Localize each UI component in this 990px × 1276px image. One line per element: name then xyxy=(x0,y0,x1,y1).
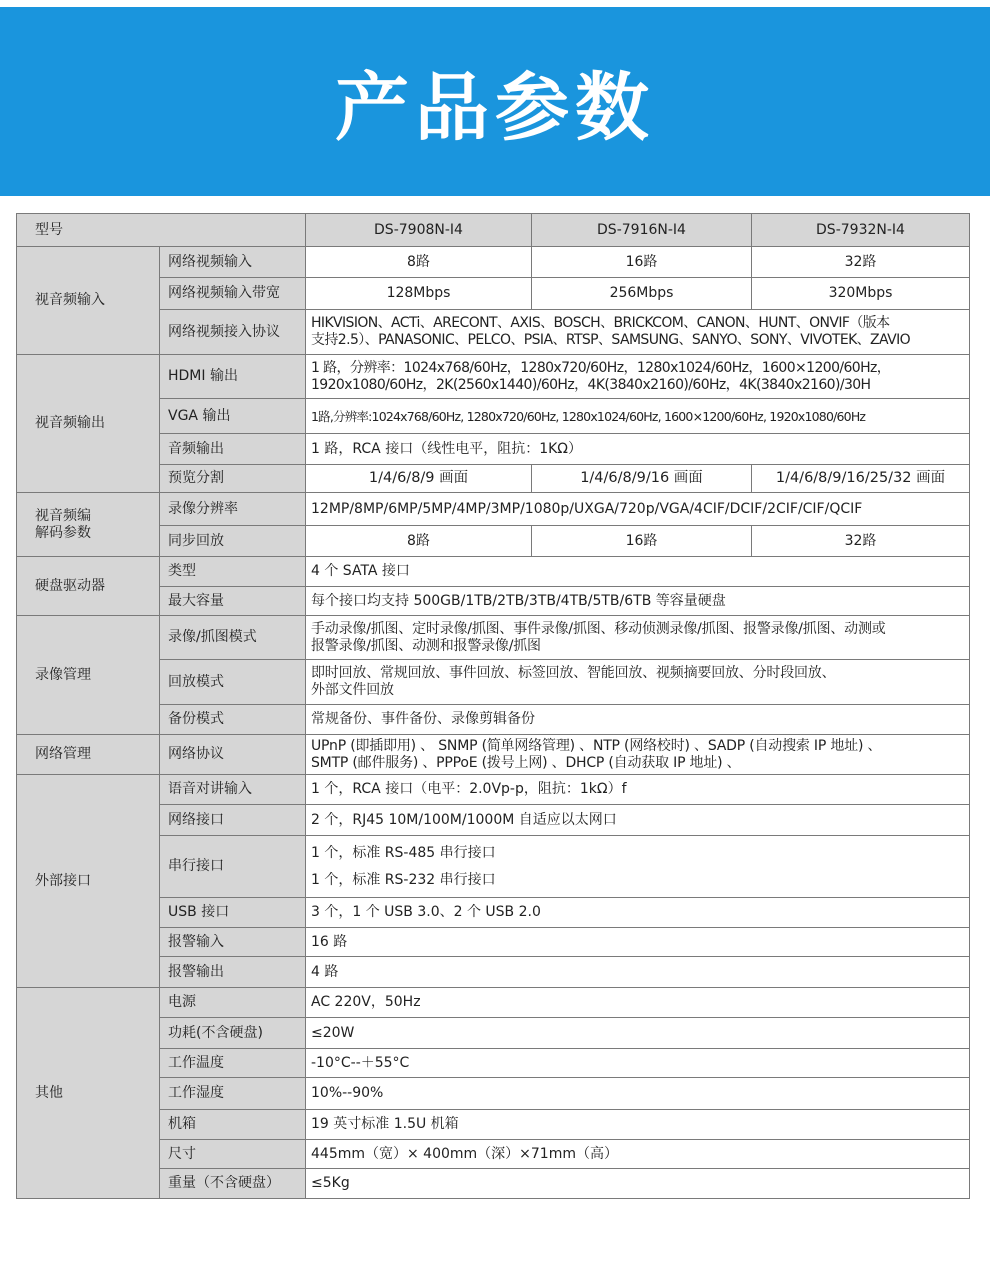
table-row xyxy=(17,735,970,775)
table-row xyxy=(17,957,970,988)
category-other: 其他 xyxy=(17,988,160,1199)
model-2: DS-7916N-I4 xyxy=(532,214,752,247)
table-row xyxy=(17,988,970,1018)
table-row xyxy=(17,214,970,247)
category-external: 外部接口 xyxy=(17,775,160,988)
cell-value: 4 路 xyxy=(306,957,970,988)
row-label: 类型 xyxy=(160,557,306,587)
row-label: 音频输出 xyxy=(160,434,306,465)
table-row xyxy=(17,775,970,805)
table-row xyxy=(17,399,970,434)
table-row xyxy=(17,928,970,957)
table-row xyxy=(17,587,970,616)
cell-value: 16 路 xyxy=(306,928,970,957)
record-mode-line-2: 报警录像/抓图、动测和报警录像/抓图 xyxy=(311,637,541,654)
cell-value xyxy=(306,310,970,355)
page-title: 产品参数 xyxy=(335,64,655,151)
row-label: 网络视频接入协议 xyxy=(160,310,306,355)
cell-value: 1/4/6/8/9/16 画面 xyxy=(532,465,752,493)
table-row xyxy=(17,310,970,355)
model-1: DS-7908N-I4 xyxy=(306,214,532,247)
category-video-out: 视音频输出 xyxy=(17,355,160,493)
table-row xyxy=(17,836,970,898)
row-label: 重量（不含硬盘） xyxy=(160,1169,306,1199)
cell-value: 1 路，RCA 接口（线性电平，阻抗：1KΩ） xyxy=(306,434,970,465)
cell-value: 19 英寸标准 1.5U 机箱 xyxy=(306,1110,970,1140)
cell-value: 16路 xyxy=(532,247,752,278)
row-label: 网络协议 xyxy=(160,735,306,775)
cell-value: 32路 xyxy=(752,526,970,557)
cell-value: 常规备份、事件备份、录像剪辑备份 xyxy=(306,705,970,735)
row-label: VGA 输出 xyxy=(160,399,306,434)
table-row xyxy=(17,355,970,399)
cell-value: 3 个，1 个 USB 3.0、2 个 USB 2.0 xyxy=(306,898,970,928)
cell-value: -10°C--＋55°C xyxy=(306,1049,970,1078)
record-mode-line-1: 手动录像/抓图、定时录像/抓图、事件录像/抓图、移动侦测录像/抓图、报警录像/抓图、动测或 xyxy=(311,620,886,637)
cell-value: ≤5Kg xyxy=(306,1169,970,1199)
table-row xyxy=(17,493,970,526)
table-row xyxy=(17,465,970,493)
cell-value: 445mm（宽）× 400mm（深）×71mm（高） xyxy=(306,1140,970,1169)
model-label: 型号 xyxy=(17,214,306,247)
cell-value: 8路 xyxy=(306,247,532,278)
category-codec xyxy=(17,493,160,557)
row-label: 报警输入 xyxy=(160,928,306,957)
cell-value: 每个接口均支持 500GB/1TB/2TB/3TB/4TB/5TB/6TB 等容量硬盘 xyxy=(306,587,970,616)
table-row xyxy=(17,1110,970,1140)
row-label: 最大容量 xyxy=(160,587,306,616)
table-row xyxy=(17,1018,970,1049)
cell-value: 1 个，RCA 接口（电平：2.0Vp-p，阻抗：1kΩ）f xyxy=(306,775,970,805)
row-label: 网络接口 xyxy=(160,805,306,836)
cell-value: 1路,分辨率:1024x768/60Hz, 1280x720/60Hz, 1280x1024/60Hz, 1600×1200/60Hz, 1920x1080/60Hz xyxy=(306,399,970,434)
cell-value: 128Mbps xyxy=(306,278,532,310)
playback-line-2: 外部文件回放 xyxy=(311,682,394,698)
table-row xyxy=(17,1140,970,1169)
cell-value: 12MP/8MP/6MP/5MP/4MP/3MP/1080p/UXGA/720p/VGA/4CIF/DCIF/2CIF/CIF/QCIF xyxy=(306,493,970,526)
row-label: HDMI 输出 xyxy=(160,355,306,399)
row-label: USB 接口 xyxy=(160,898,306,928)
cell-value: 16路 xyxy=(532,526,752,557)
row-label: 回放模式 xyxy=(160,660,306,705)
table-row xyxy=(17,660,970,705)
row-label: 备份模式 xyxy=(160,705,306,735)
table-row xyxy=(17,616,970,660)
row-label: 语音对讲输入 xyxy=(160,775,306,805)
row-label: 报警输出 xyxy=(160,957,306,988)
row-label: 网络视频输入带宽 xyxy=(160,278,306,310)
table-row xyxy=(17,557,970,587)
cell-value xyxy=(306,616,970,660)
serial-line-2: 1 个，标准 RS-232 串行接口 xyxy=(311,871,496,888)
cell-value: 2 个，RJ45 10M/100M/1000M 自适应以太网口 xyxy=(306,805,970,836)
cell-value: 10%--90% xyxy=(306,1078,970,1110)
row-label: 网络视频输入 xyxy=(160,247,306,278)
table-row xyxy=(17,247,970,278)
category-record: 录像管理 xyxy=(17,616,160,735)
row-label: 机箱 xyxy=(160,1110,306,1140)
net-protocol-line-2: SMTP (邮件服务) 、PPPoE (拨号上网) 、DHCP (自动获取 IP 地址) 、 xyxy=(311,754,741,771)
hdmi-line-2: 1920x1080/60Hz，2K(2560x1440)/60Hz，4K(3840x2160)/60Hz，4K(3840x2160)/30H xyxy=(311,376,871,393)
row-label: 工作湿度 xyxy=(160,1078,306,1110)
serial-line-1: 1 个，标准 RS-485 串行接口 xyxy=(311,844,496,861)
row-label: 功耗(不含硬盘) xyxy=(160,1018,306,1049)
category-codec-line-2: 解码参数 xyxy=(35,524,91,541)
table-row xyxy=(17,1049,970,1078)
cell-value: 256Mbps xyxy=(532,278,752,310)
row-label: 尺寸 xyxy=(160,1140,306,1169)
row-label: 同步回放 xyxy=(160,526,306,557)
cell-value: ≤20W xyxy=(306,1018,970,1049)
row-label: 工作温度 xyxy=(160,1049,306,1078)
cell-value: 1/4/6/8/9/16/25/32 画面 xyxy=(752,465,970,493)
header-banner xyxy=(0,7,990,196)
table-row xyxy=(17,705,970,735)
spec-table xyxy=(16,213,970,1199)
cell-value: 4 个 SATA 接口 xyxy=(306,557,970,587)
cell-value: 32路 xyxy=(752,247,970,278)
table-row xyxy=(17,805,970,836)
cell-value xyxy=(306,660,970,705)
table-row xyxy=(17,1169,970,1199)
table-row xyxy=(17,526,970,557)
cell-value: 8路 xyxy=(306,526,532,557)
serial-spacer xyxy=(311,862,964,872)
cell-value xyxy=(306,735,970,775)
table-row xyxy=(17,898,970,928)
category-video-in: 视音频输入 xyxy=(17,247,160,355)
model-3: DS-7932N-I4 xyxy=(752,214,970,247)
table-row xyxy=(17,1078,970,1110)
row-label: 录像分辨率 xyxy=(160,493,306,526)
cell-value: 320Mbps xyxy=(752,278,970,310)
cell-value: AC 220V，50Hz xyxy=(306,988,970,1018)
cell-value xyxy=(306,355,970,399)
protocol-line-2: 支持2.5）、PANASONIC、PELCO、PSIA、RTSP、SAMSUNG、SANYO、SONY、VIVOTEK、ZAVIO xyxy=(311,332,911,348)
table-row xyxy=(17,278,970,310)
playback-line-1: 即时回放、常规回放、事件回放、标签回放、智能回放、视频摘要回放、分时段回放、 xyxy=(311,665,836,681)
category-network: 网络管理 xyxy=(17,735,160,775)
row-label: 录像/抓图模式 xyxy=(160,616,306,660)
row-label: 串行接口 xyxy=(160,836,306,898)
cell-value xyxy=(306,836,970,898)
protocol-line-1: HIKVISION、ACTi、ARECONT、AXIS、BOSCH、BRICKCOM、CANON、HUNT、ONVIF（版本 xyxy=(311,315,890,331)
net-protocol-line-1: UPnP (即插即用) 、 SNMP (简单网络管理) 、NTP (网络校时) 、SADP (自动搜索 IP 地址) 、 xyxy=(311,737,882,754)
row-label: 预览分割 xyxy=(160,465,306,493)
category-hdd: 硬盘驱动器 xyxy=(17,557,160,616)
category-codec-line-1: 视音频编 xyxy=(35,507,91,524)
table-row xyxy=(17,434,970,465)
cell-value: 1/4/6/8/9 画面 xyxy=(306,465,532,493)
row-label: 电源 xyxy=(160,988,306,1018)
hdmi-line-1: 1 路，分辨率：1024x768/60Hz，1280x720/60Hz，1280x1024/60Hz，1600×1200/60Hz， xyxy=(311,359,891,376)
